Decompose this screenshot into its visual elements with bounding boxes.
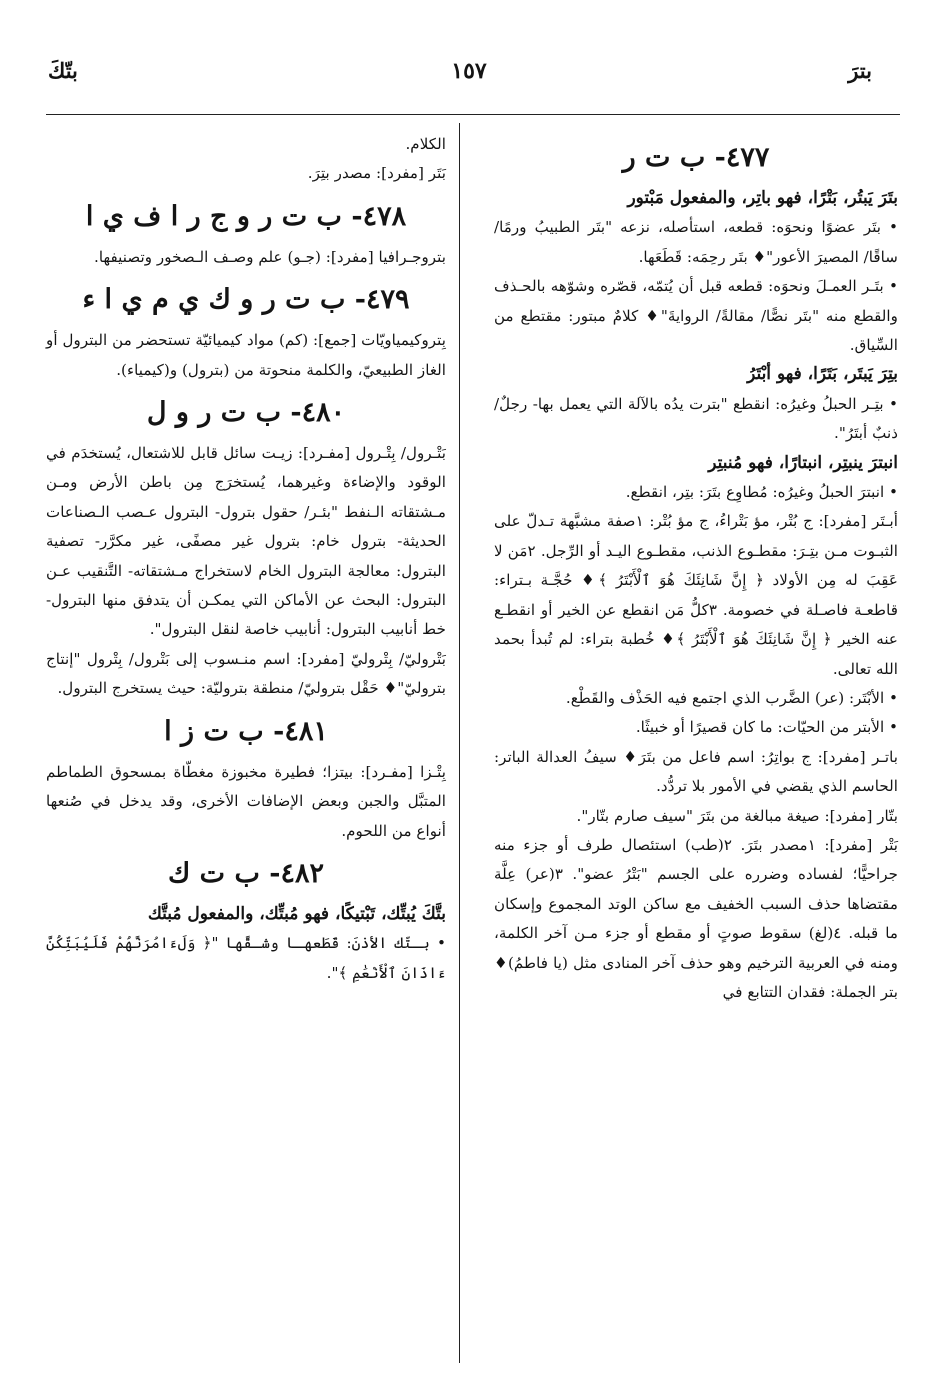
entry-line: بَتْر [مفرد]: ١مصدر بتَرَ. ٢(طب) استئصال طرف أو جزء منه جراحيًّا؛ لفساده وضرره على الجسم "بَتْرُ عضو". ٣(عر) عِلَّة مقتضاها حذف السبب الخفيف مع ساكن الوتد المجموع وإسكان ما قبله. ٤(لغ) سقوط صوتٍ أو مقطع أو جزء مـن آخر الكلمة، ومنه في العربية الترخيم وهو حذف آخر المنادى مثل (يا فاطمُ)♦ بتر الجملة: فقدان التتابع في xyxy=(494,835,899,1001)
entry-line: انبترَ ينبتِر، انبتارًا، فهو مُنبتِر xyxy=(708,452,898,473)
entry-line: بتَّكَ يُبتِّك، تَبْتيكًا، فهو مُبتِّك، والمفعول مُبتَّك xyxy=(147,903,446,924)
section-heading: ٤٧٩- ب ت ر و ك ي م ي ا ء xyxy=(82,284,410,316)
entry-line: الكلام. xyxy=(405,135,446,153)
section-heading: ٤٨٢- ب ت ك xyxy=(167,857,324,889)
entry-line: أبـتَر [مفرد]: ج بُتْر، مؤ بَتْراءُ، ج مؤ بُتْر: ١صفة مشبَّهة تـدلّ على الثبـوت مـن بتِـرَ: مقطـوع الذنب، مقطـوع اليـد أو الرِّجل. ٢مَن لا عَقِبَ له مِن الأولاد ﴿ إِنَّ شَانِئَكَ هُوَ ٱلْأَبْتَرُ ﴾♦ حُجَّـة بـتراء: قاطعـة فاصـلة في خصومة. ٣كلُّ مَن انقطع عن الخير أو انقطـع عنه الخير ﴿ إِنَّ شَانِئَكَ هُوَ ٱلْأَبْتَرُ ﴾♦ خُطبة بتراء: لم تُبدأ بحمد الله تعالى. xyxy=(494,512,899,678)
section-heading: ٤٨١- ب ت ز ا xyxy=(164,715,328,747)
entry-line: بتَرَ يَبتُر، بَتْرًا، فهو باتِر، والمفعول مَبْتور xyxy=(627,188,898,208)
header-rule xyxy=(46,114,900,115)
page-number: ١٥٧ xyxy=(451,58,487,84)
entry-line: بَتْروليّ/ بِتْروليّ [مفرد]: اسم منـسوب إلى بَتْرول/ بِتْرول "إنتاج بتروليّ"♦ حَقْل بتروليّ/ منطقة بتروليّة: حيث يستخرج البترول. xyxy=(46,649,446,698)
entry-line: • الأبتر من الحيّات: ما كان قصيرًا أو خبيثًا. xyxy=(635,718,898,737)
entry-line: • بتِـر الحبلُ وغيرُه: انقطع "بترت يدُه بالآلة التي يعمل بها- رجلٌ/ ذنبٌ أبتَرُ". xyxy=(494,394,898,443)
entry-line: • بتَـر العمـلَ ونحوَه: قطعه قبل أن يُتمّه، قصّره وشوّهه بالحـذف والقطع منه "بتَر نصًّا/ مقالةً/ الروايةَ"♦ كلامٌ مبتور: مقتطع من السِّياق. xyxy=(494,277,898,355)
entry-line: • بتَر عضوًا ونحوَه: قطعه، استأصله، نزعه "بتَر الطبيبُ ورمًا/ ساقًا/ المصيرَ الأعور"♦ بتَر رحِمَه: قَطَعَها. xyxy=(494,218,898,266)
entry-line: بتِرَ يَبتَر، بَتَرًا، فهو أبْتَرُ xyxy=(747,364,898,385)
entry-line: • بـتّك الأذنَ: قَطَعهـا وشـقَّها "﴿ وَلَءَامُرَنَّهُمْ فَلَيُبَتِّكُنَّ ءَاذَانَ ٱلْأَنْعَٰمِ ﴾". xyxy=(46,934,446,982)
entry-line: بَتَر [مفرد]: مصدر بتِرَ. xyxy=(307,164,446,183)
section-heading: ٤٨٠- ب ت ر و ل xyxy=(146,397,346,429)
left-column xyxy=(46,130,446,988)
entry-line: بتّار [مفرد]: صيغة مبالغة من بتَرَ "سيف صارم بتّار". xyxy=(576,806,898,825)
right-column xyxy=(494,130,898,1007)
entry-line: بتروجـرافيا [مفرد]: (جـو) علم وصـف الـصخور وتصنيفها. xyxy=(94,247,446,266)
section-heading: ٤٧٧- ب ت ر xyxy=(622,142,770,173)
entry-line: • انبترَ الحبلُ وغيرُه: مُطاوِع بتَرَ: بتِر، انقطع. xyxy=(625,483,898,502)
running-head-first-word: بترَ xyxy=(848,58,872,83)
entry-line: باتـر [مفرد]: ج بواتِرُ: اسم فاعل من بتَرَ♦ سيفُ العدالة الباتر: الحاسم الذي يقضي في الأمور بلا تردُّد. xyxy=(494,747,898,796)
section-heading: ٤٧٨- ب ت ر و ج ر ا ف ي ا xyxy=(85,200,407,232)
entry-line: بِتْـزا [مفـرد]: بيتزا؛ فطيرة مخبوزة مغطّاة بمسحوق الطماطم المتبَّل والجبن وبعض الإضافات الأخرى، وقد يدخل في صُنعها أنواع من اللحوم. xyxy=(46,762,446,840)
column-divider xyxy=(459,123,460,1363)
entry-line: بِتروكيمياويّات [جمع]: (كم) مواد كيميائيّة تستحضر من البترول أو الغاز الطبيعيّ، والكلمة منحوتة من (بترول) و(كيمياء). xyxy=(46,331,446,379)
entry-line: • الأبْتَر: (عر) الضَّرب الذي اجتمع فيه الحَذْف والقَطْع. xyxy=(565,688,898,707)
running-head-last-word: بتّكَ xyxy=(48,58,78,83)
entry-line: بَتْـرول/ بِتْـرول [مفـرد]: زيـت سائل قابل للاشتعال، يُستخدَم في الوقود والإضاءة وغيرهما، يُستخرَج مِن باطن الأرض ومـن مـشتقاته الـنفط "بئـر/ حقول بترول- البترول عـصب الـصناعات الحديثة- بترول خام: بترول غير مصفًى، غير مكرَّر- تصفية البترول: معالجة البترول الخام لاستخراج مـشتقاته- التَّنقيب عـن البترول: البحث عن الأماكن التي يمكـن أن يتدفق منها البترول- خط أنابيب البترول: أنابيب خاصة لنقل البترول". xyxy=(46,444,446,639)
